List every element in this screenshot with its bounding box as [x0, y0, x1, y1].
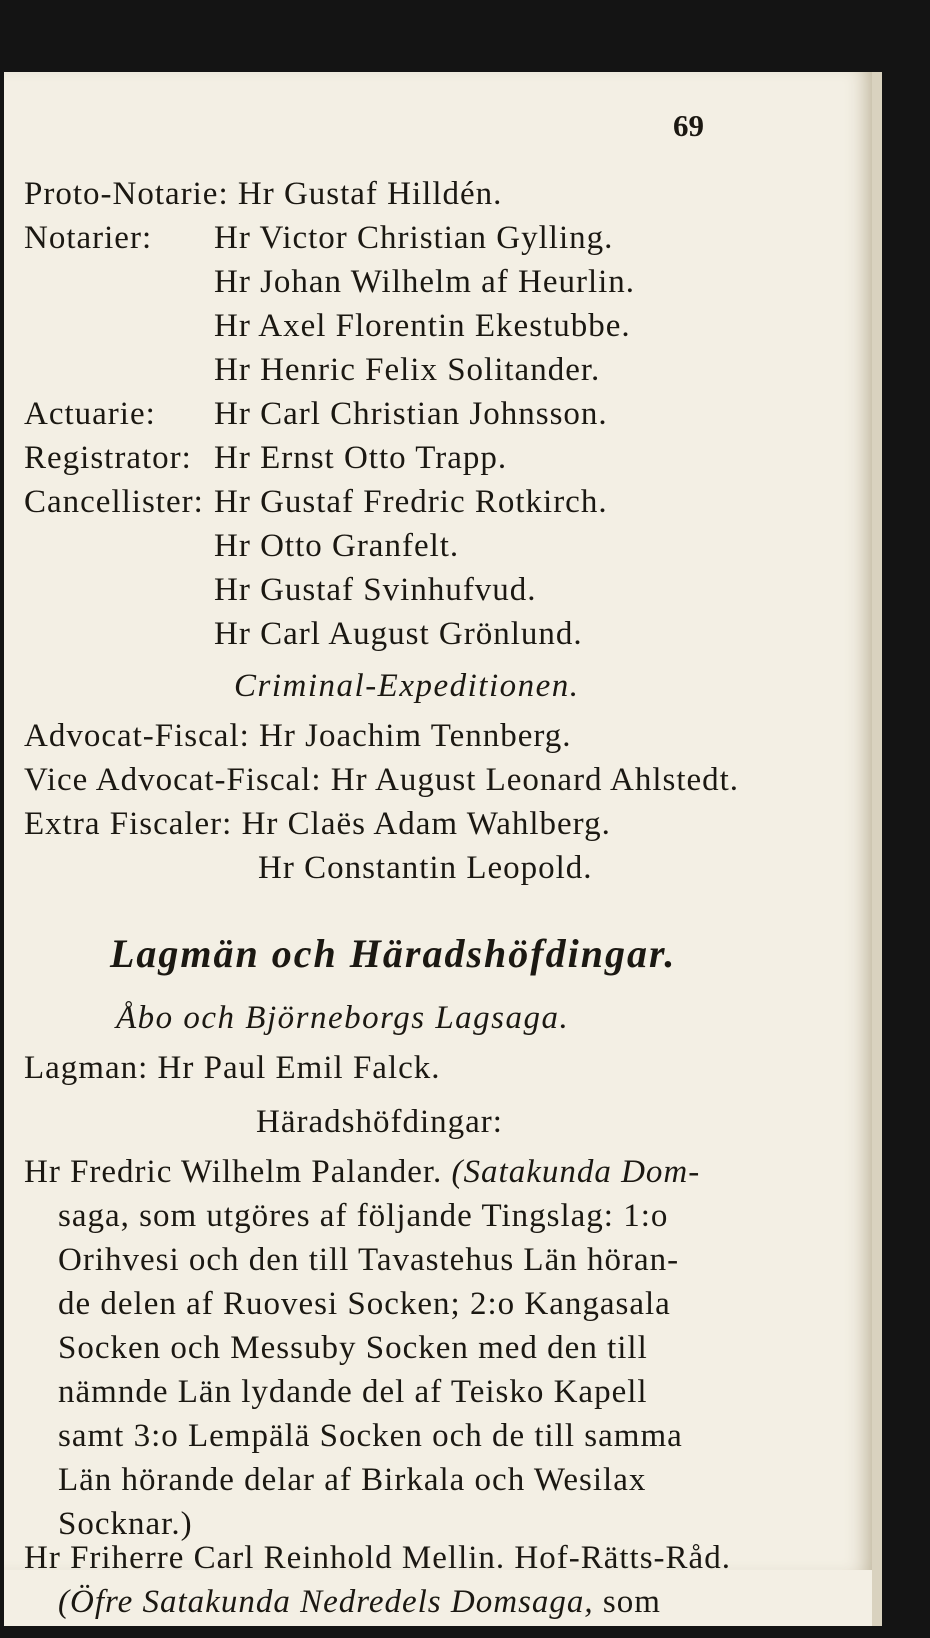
staff-row: [24, 222, 214, 255]
criminal-line: Vice Advocat-Fiscal: Hr August Leonard Ahlstedt.: [24, 762, 740, 798]
staff-label: Cancellister:: [24, 484, 204, 520]
paragraph-tail: som: [602, 1584, 661, 1620]
staff-name: Hr Axel Florentin Ekestubbe.: [214, 308, 631, 344]
staff-name: Hr Ernst Otto Trapp.: [214, 440, 508, 476]
section-heading-lagman: Lagmän och Häradshöfdingar.: [110, 931, 677, 976]
staff-name: Hr Carl August Grönlund.: [214, 616, 583, 652]
staff-row: [24, 178, 502, 211]
paragraph-line: samt 3:o Lempälä Socken och de till samma: [58, 1418, 683, 1454]
paragraph-line: nämnde Län lydande del af Teisko Kapell: [58, 1374, 648, 1410]
staff-name: Hr Gustaf Fredric Rotkirch.: [214, 484, 608, 520]
paragraph-line: [58, 1586, 661, 1619]
paragraph-line: de delen af Ruovesi Socken; 2:o Kangasala: [58, 1286, 671, 1322]
paragraph-line: saga, som utgöres af följande Tingslag: 1:o: [58, 1198, 669, 1234]
lagman-line: Lagman: Hr Paul Emil Falck.: [24, 1050, 441, 1086]
subheading-lagsaga: Åbo och Björneborgs Lagsaga.: [116, 1000, 570, 1036]
criminal-line: Advocat-Fiscal: Hr Joachim Tennberg.: [24, 718, 572, 754]
criminal-line: Extra Fiscaler: Hr Claës Adam Wahlberg.: [24, 806, 611, 842]
page-number: 69: [673, 108, 704, 143]
section-heading-criminal: Criminal-Expeditionen.: [234, 668, 580, 704]
staff-name: Hr Henric Felix Solitander.: [214, 352, 601, 388]
staff-name: Hr Johan Wilhelm af Heurlin.: [214, 264, 636, 300]
haradshofdingar-label: Häradshöfdingar:: [256, 1104, 503, 1140]
paragraph-line: Län hörande delar af Birkala och Wesilax: [58, 1462, 647, 1498]
paragraph-italic: (Satakunda Dom-: [451, 1154, 701, 1190]
paragraph-line: Orihvesi och den till Tavastehus Län höran-: [58, 1242, 680, 1278]
paragraph-line: [24, 1156, 700, 1189]
paragraph-lead: Hr Fredric Wilhelm Palander.: [24, 1154, 443, 1190]
staff-label: Registrator:: [24, 440, 192, 476]
paragraph-italic: (Öfre Satakunda Nedredels Domsaga,: [58, 1584, 594, 1620]
paragraph-line: Socknar.): [58, 1506, 193, 1542]
criminal-line: Hr Constantin Leopold.: [258, 850, 593, 886]
book-page: [4, 72, 882, 1576]
paragraph-line: Socken och Messuby Socken med den till: [58, 1330, 648, 1366]
staff-name: Hr Victor Christian Gylling.: [214, 220, 614, 256]
staff-label: Actuarie:: [24, 396, 156, 432]
staff-label: Notarier:: [24, 220, 153, 256]
staff-name: Hr Gustaf Svinhufvud.: [214, 572, 537, 608]
paragraph-line: Hr Friherre Carl Reinhold Mellin. Hof-Rätts-Råd.: [24, 1540, 731, 1576]
staff-name: Hr Otto Granfelt.: [214, 528, 460, 564]
staff-name: Hr Carl Christian Johnsson.: [214, 396, 608, 432]
staff-name: Hr Gustaf Hilldén.: [237, 176, 503, 212]
staff-label: Proto-Notarie:: [24, 176, 229, 212]
